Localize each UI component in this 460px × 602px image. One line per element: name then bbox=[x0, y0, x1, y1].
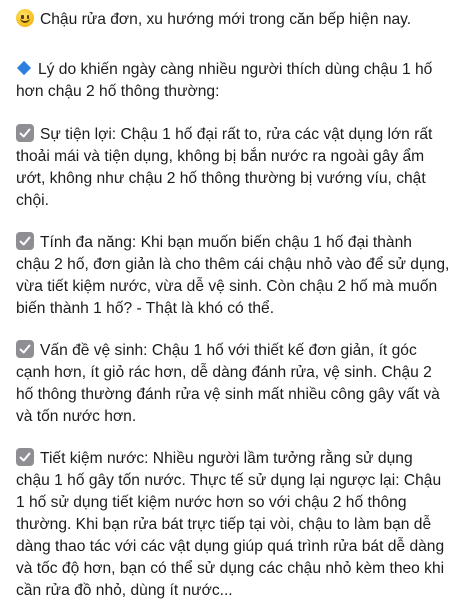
blue-diamond-icon bbox=[17, 61, 31, 75]
reason-intro bbox=[16, 59, 450, 103]
point-convenience bbox=[16, 124, 450, 212]
point-text: Vấn đề vệ sinh: Chậu 1 hố với thiết kế đơn giản, ít góc cạnh hơn, ít giỏ rác hơn, dễ dàng đánh rửa, vệ sinh. Chậu 2 hố thông thường đánh rửa vệ sinh mất nhiều công gây vất và và tốn nước hơn. bbox=[16, 342, 440, 425]
point-text: Tính đa năng: Khi bạn muốn biến chậu 1 hố đại thành chậu 2 hố, đơn giản là cho thêm cái chậu nhỏ vào để sử dụng, vừa tiết kiệm nước, vừa dễ vệ sinh. Còn chậu 2 hố mà muốn biến thành 1 hố? - Thật là khó có thể. bbox=[16, 234, 450, 317]
point-water-saving bbox=[16, 448, 450, 602]
point-versatility bbox=[16, 232, 450, 320]
point-hygiene bbox=[16, 340, 450, 428]
check-mark-button-icon bbox=[16, 232, 34, 250]
check-mark-button-icon bbox=[16, 340, 34, 358]
smiling-face-icon bbox=[16, 9, 34, 27]
check-mark-button-icon bbox=[16, 124, 34, 142]
post-headline bbox=[16, 9, 450, 31]
point-text: Tiết kiệm nước: Nhiều người lầm tưởng rằng sử dụng chậu 1 hố gây tốn nước. Thực tế sử dụng lại ngược lại: Chậu 1 hố sử dụng tiết kiệm nước hơn so với chậu 2 hố thông thường. Khi bạn rửa bát trực tiếp tại vòi, chậu to làm bạn dễ dàng thao tác với các vật dụng giúp quá trình rửa bát dễ dàng và tốc độ hơn, bạn có thể sử dụng các chậu nhỏ kèm theo khi cần rửa đồ nhỏ, dùng ít nước... bbox=[16, 450, 445, 599]
check-mark-button-icon bbox=[16, 448, 34, 466]
point-text: Sự tiện lợi: Chậu 1 hố đại rất to, rửa các vật dụng lớn rất thoải mái và tiện dụng, không bị bắn nước ra ngoài gây ẩm ướt, không như chậu 2 hố thông thường bị vướng víu, chật chội. bbox=[16, 126, 433, 209]
reason-text: Lý do khiến ngày càng nhiều người thích dùng chậu 1 hố hơn chậu 2 hố thông thường: bbox=[16, 61, 433, 100]
headline-text: Chậu rửa đơn, xu hướng mới trong căn bếp hiện nay. bbox=[40, 11, 412, 28]
